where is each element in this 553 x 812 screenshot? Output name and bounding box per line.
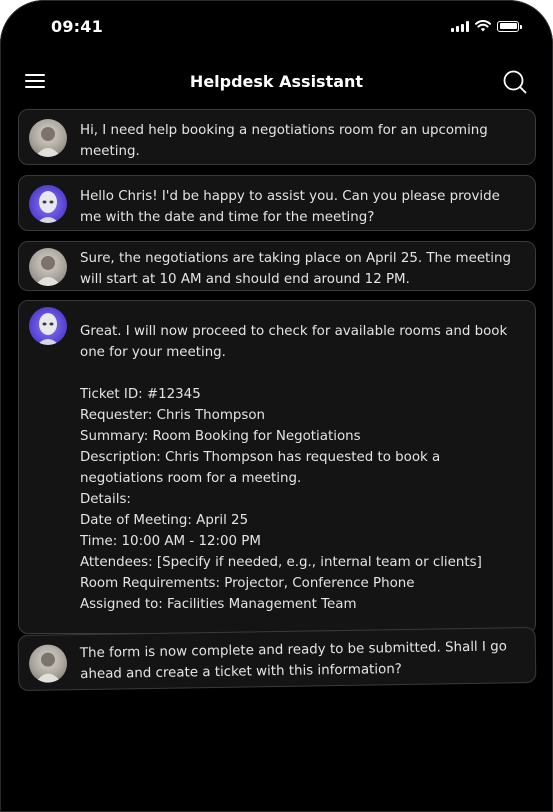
status-icons <box>451 20 519 32</box>
chat-message-user <box>18 627 537 691</box>
cellular-signal-icon <box>451 21 469 32</box>
page-title: Helpdesk Assistant <box>189 72 364 91</box>
user-avatar <box>29 119 67 157</box>
chat-message-user <box>18 109 536 165</box>
chat-message-bot <box>18 175 536 231</box>
chat-message-bot <box>18 300 536 634</box>
status-bar <box>0 0 553 54</box>
person-icon <box>29 119 67 157</box>
chat-message-user <box>18 241 536 291</box>
message-text: Hi, I need help booking a negotiations room for an upcoming meeting. <box>80 123 493 159</box>
message-text: Great. I will now proceed to check for available rooms and book one for your meeting. Ticket ID: #12345 Requester: Chris Thompson Summary: Room Booking for Negotiations Description: Chris Thompson has requested to book a negotiations room for a meeting. Details: Date of Meeting: April 25 Time: 10:00 AM - 12:00 PM Attendees: [Specify if needed, e.g., internal team or clients] Room Requirements: Projector, Conference Phone Assigned to: Facilities Management Team <box>80 324 508 612</box>
user-avatar <box>29 644 68 683</box>
battery-icon <box>497 21 519 32</box>
robot-icon <box>29 307 67 345</box>
app-header <box>0 60 553 104</box>
message-text: Hello Chris! I'd be happy to assist you. Can you please provide me with the date and time for the meeting? <box>80 189 505 225</box>
message-text: Sure, the negotiations are taking place on April 25. The meeting will start at 10 AM and should end around 12 PM. <box>80 251 516 287</box>
person-icon <box>29 644 68 683</box>
status-time: 09:41 <box>51 17 103 36</box>
robot-icon <box>29 185 67 223</box>
bot-avatar <box>29 307 67 345</box>
person-icon <box>29 248 67 286</box>
message-text: The form is now complete and ready to be submitted. Shall I go ahead and create a ticket with this information? <box>79 639 512 683</box>
wifi-icon <box>475 20 491 32</box>
user-avatar <box>29 248 67 286</box>
bot-avatar <box>29 185 67 223</box>
search-icon[interactable] <box>502 69 528 95</box>
